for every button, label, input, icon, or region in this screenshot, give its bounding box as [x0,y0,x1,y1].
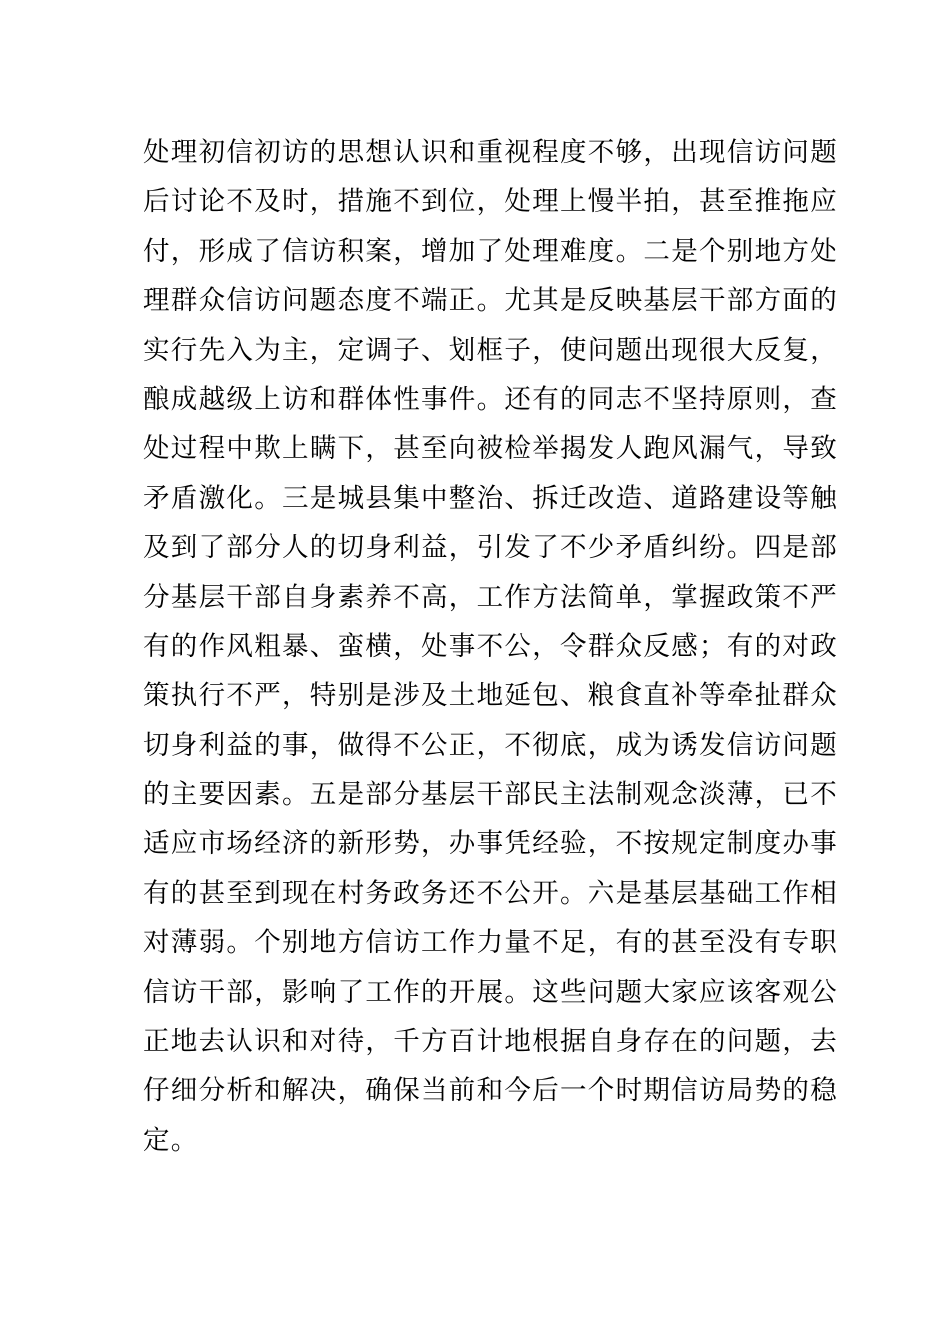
paragraph-line: 矛盾激化。三是城县集中整治、拆迁改造、道路建设等触 [143,482,838,514]
paragraph-line: 定。 [143,1124,199,1156]
paragraph-line: 分基层干部自身素养不高，工作方法简单，掌握政策不严 [143,581,838,613]
paragraph-line: 信访干部，影响了工作的开展。这些问题大家应该客观公 [143,976,838,1008]
paragraph-line: 正地去认识和对待，千方百计地根据自身存在的问题，去 [143,1026,838,1058]
paragraph-line: 对薄弱。个别地方信访工作力量不足，有的甚至没有专职 [143,927,838,959]
paragraph-line: 及到了部分人的切身利益，引发了不少矛盾纠纷。四是部 [143,532,838,564]
paragraph-line: 的主要因素。五是部分基层干部民主法制观念淡薄，已不 [143,779,838,811]
paragraph-line: 付，形成了信访积案，增加了处理难度。二是个别地方处 [143,235,838,267]
paragraph-line: 处理初信初访的思想认识和重视程度不够，出现信访问题 [143,137,838,168]
paragraph-line: 切身利益的事，做得不公正，不彻底，成为诱发信访问题 [143,729,838,761]
paragraph-line: 酿成越级上访和群体性事件。还有的同志不坚持原则，查 [143,383,838,415]
paragraph-line: 有的甚至到现在村务政务还不公开。六是基层基础工作相 [143,877,838,909]
paragraph-line: 处过程中欺上瞒下，甚至向被检举揭发人跑风漏气，导致 [143,433,838,465]
paragraph-line: 仔细分析和解决，确保当前和今后一个时期信访局势的稳 [143,1075,838,1107]
paragraph-line: 理群众信访问题态度不端正。尤其是反映基层干部方面的 [143,285,838,317]
paragraph-line: 实行先入为主，定调子、划框子，使问题出现很大反复， [143,334,838,366]
body-paragraph [143,128,838,1165]
paragraph-line: 适应市场经济的新形势，办事凭经验，不按规定制度办事 [143,828,838,860]
paragraph-line: 有的作风粗暴、蛮横，处事不公，令群众反感；有的对政 [143,630,838,662]
paragraph-line: 策执行不严，特别是涉及土地延包、粮食直补等牵扯群众 [143,680,838,712]
paragraph-line: 后讨论不及时，措施不到位，处理上慢半拍，甚至推拖应 [143,186,838,218]
